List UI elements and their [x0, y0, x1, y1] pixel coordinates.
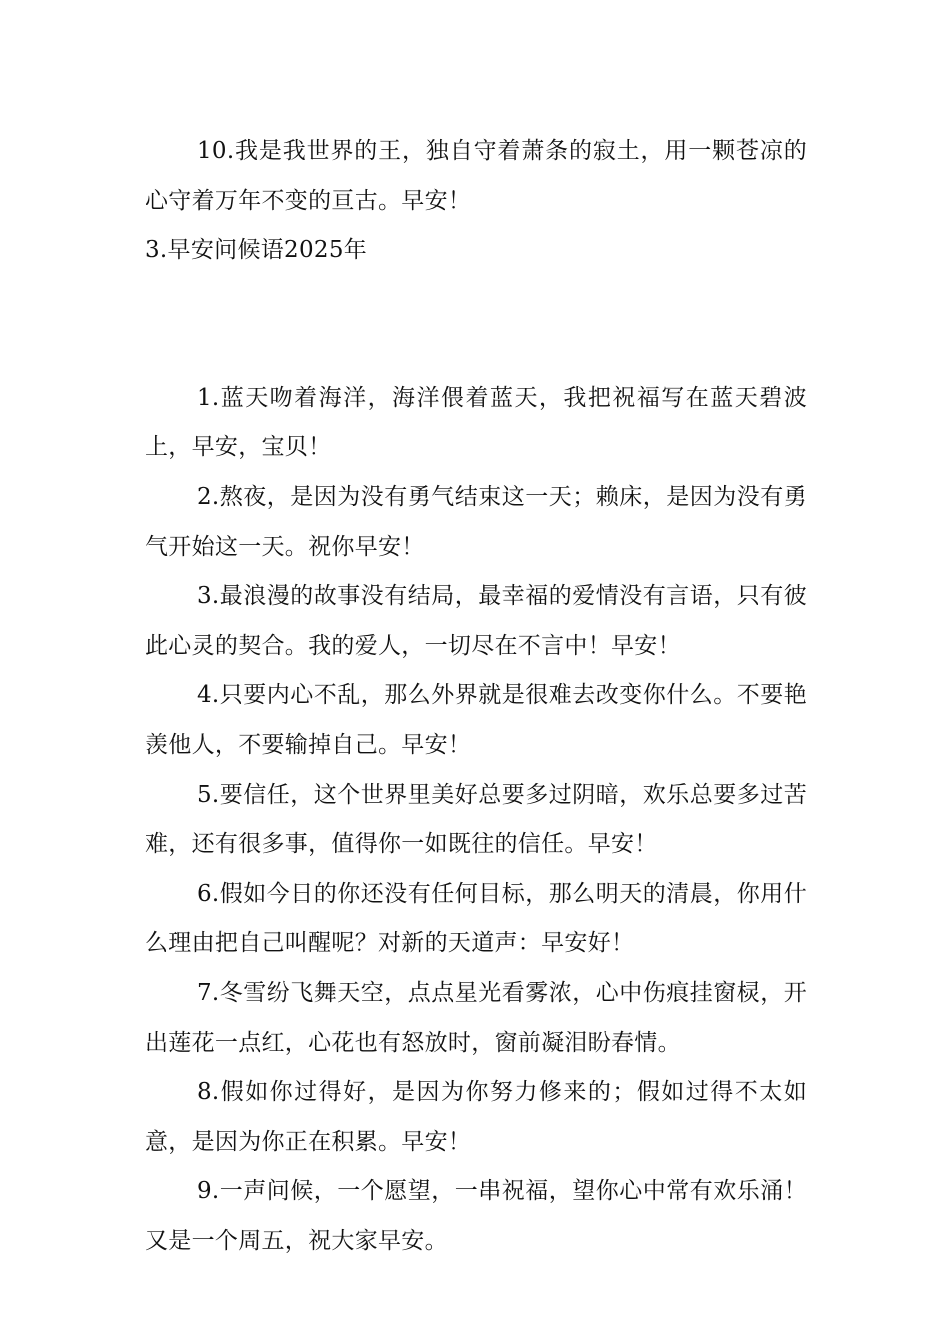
list-item: 2.熬夜，是因为没有勇气结束这一天；赖床，是因为没有勇气开始这一天。祝你早安！ [145, 483, 807, 560]
document-body [145, 127, 807, 1266]
list-item: 4.只要内心不乱，那么外界就是很难去改变你什么。不要艳羡他人，不要输掉自己。早安！ [145, 682, 807, 758]
list-item: 8.假如你过得好，是因为你努力修来的；假如过得不太如意，是因为你正在积累。早安！ [145, 1079, 807, 1155]
list-item: 1.蓝天吻着海洋，海洋偎着蓝天，我把祝福写在蓝天碧波上，早安，宝贝！ [145, 384, 807, 461]
list-item: 6.假如今日的你还没有任何目标，那么明天的清晨，你用什么理由把自己叫醒呢？对新的天道声：早安好！ [145, 880, 807, 957]
list-item: 5.要信任，这个世界里美好总要多过阴暗，欢乐总要多过苦难，还有很多事，值得你一如既往的信任。早安！ [145, 781, 807, 858]
intro-paragraph: 10.我是我世界的王，独自守着萧条的寂土，用一颗苍凉的心守着万年不变的亘古。早安！ [145, 138, 807, 214]
list-item: 7.冬雪纷飞舞天空，点点星光看雾浓，心中伤痕挂窗棂，开出莲花一点红，心花也有怒放时，窗前凝泪盼春情。 [145, 979, 807, 1056]
section-heading: 3.早安问候语2025年 [145, 237, 368, 264]
section-spacer [145, 276, 807, 374]
list-item: 9.一声问候，一个愿望，一串祝福，望你心中常有欢乐涌！又是一个周五，祝大家早安。 [145, 1178, 807, 1254]
list-item: 3.最浪漫的故事没有结局，最幸福的爱情没有言语，只有彼此心灵的契合。我的爱人，一切尽在不言中！早安！ [145, 583, 807, 659]
